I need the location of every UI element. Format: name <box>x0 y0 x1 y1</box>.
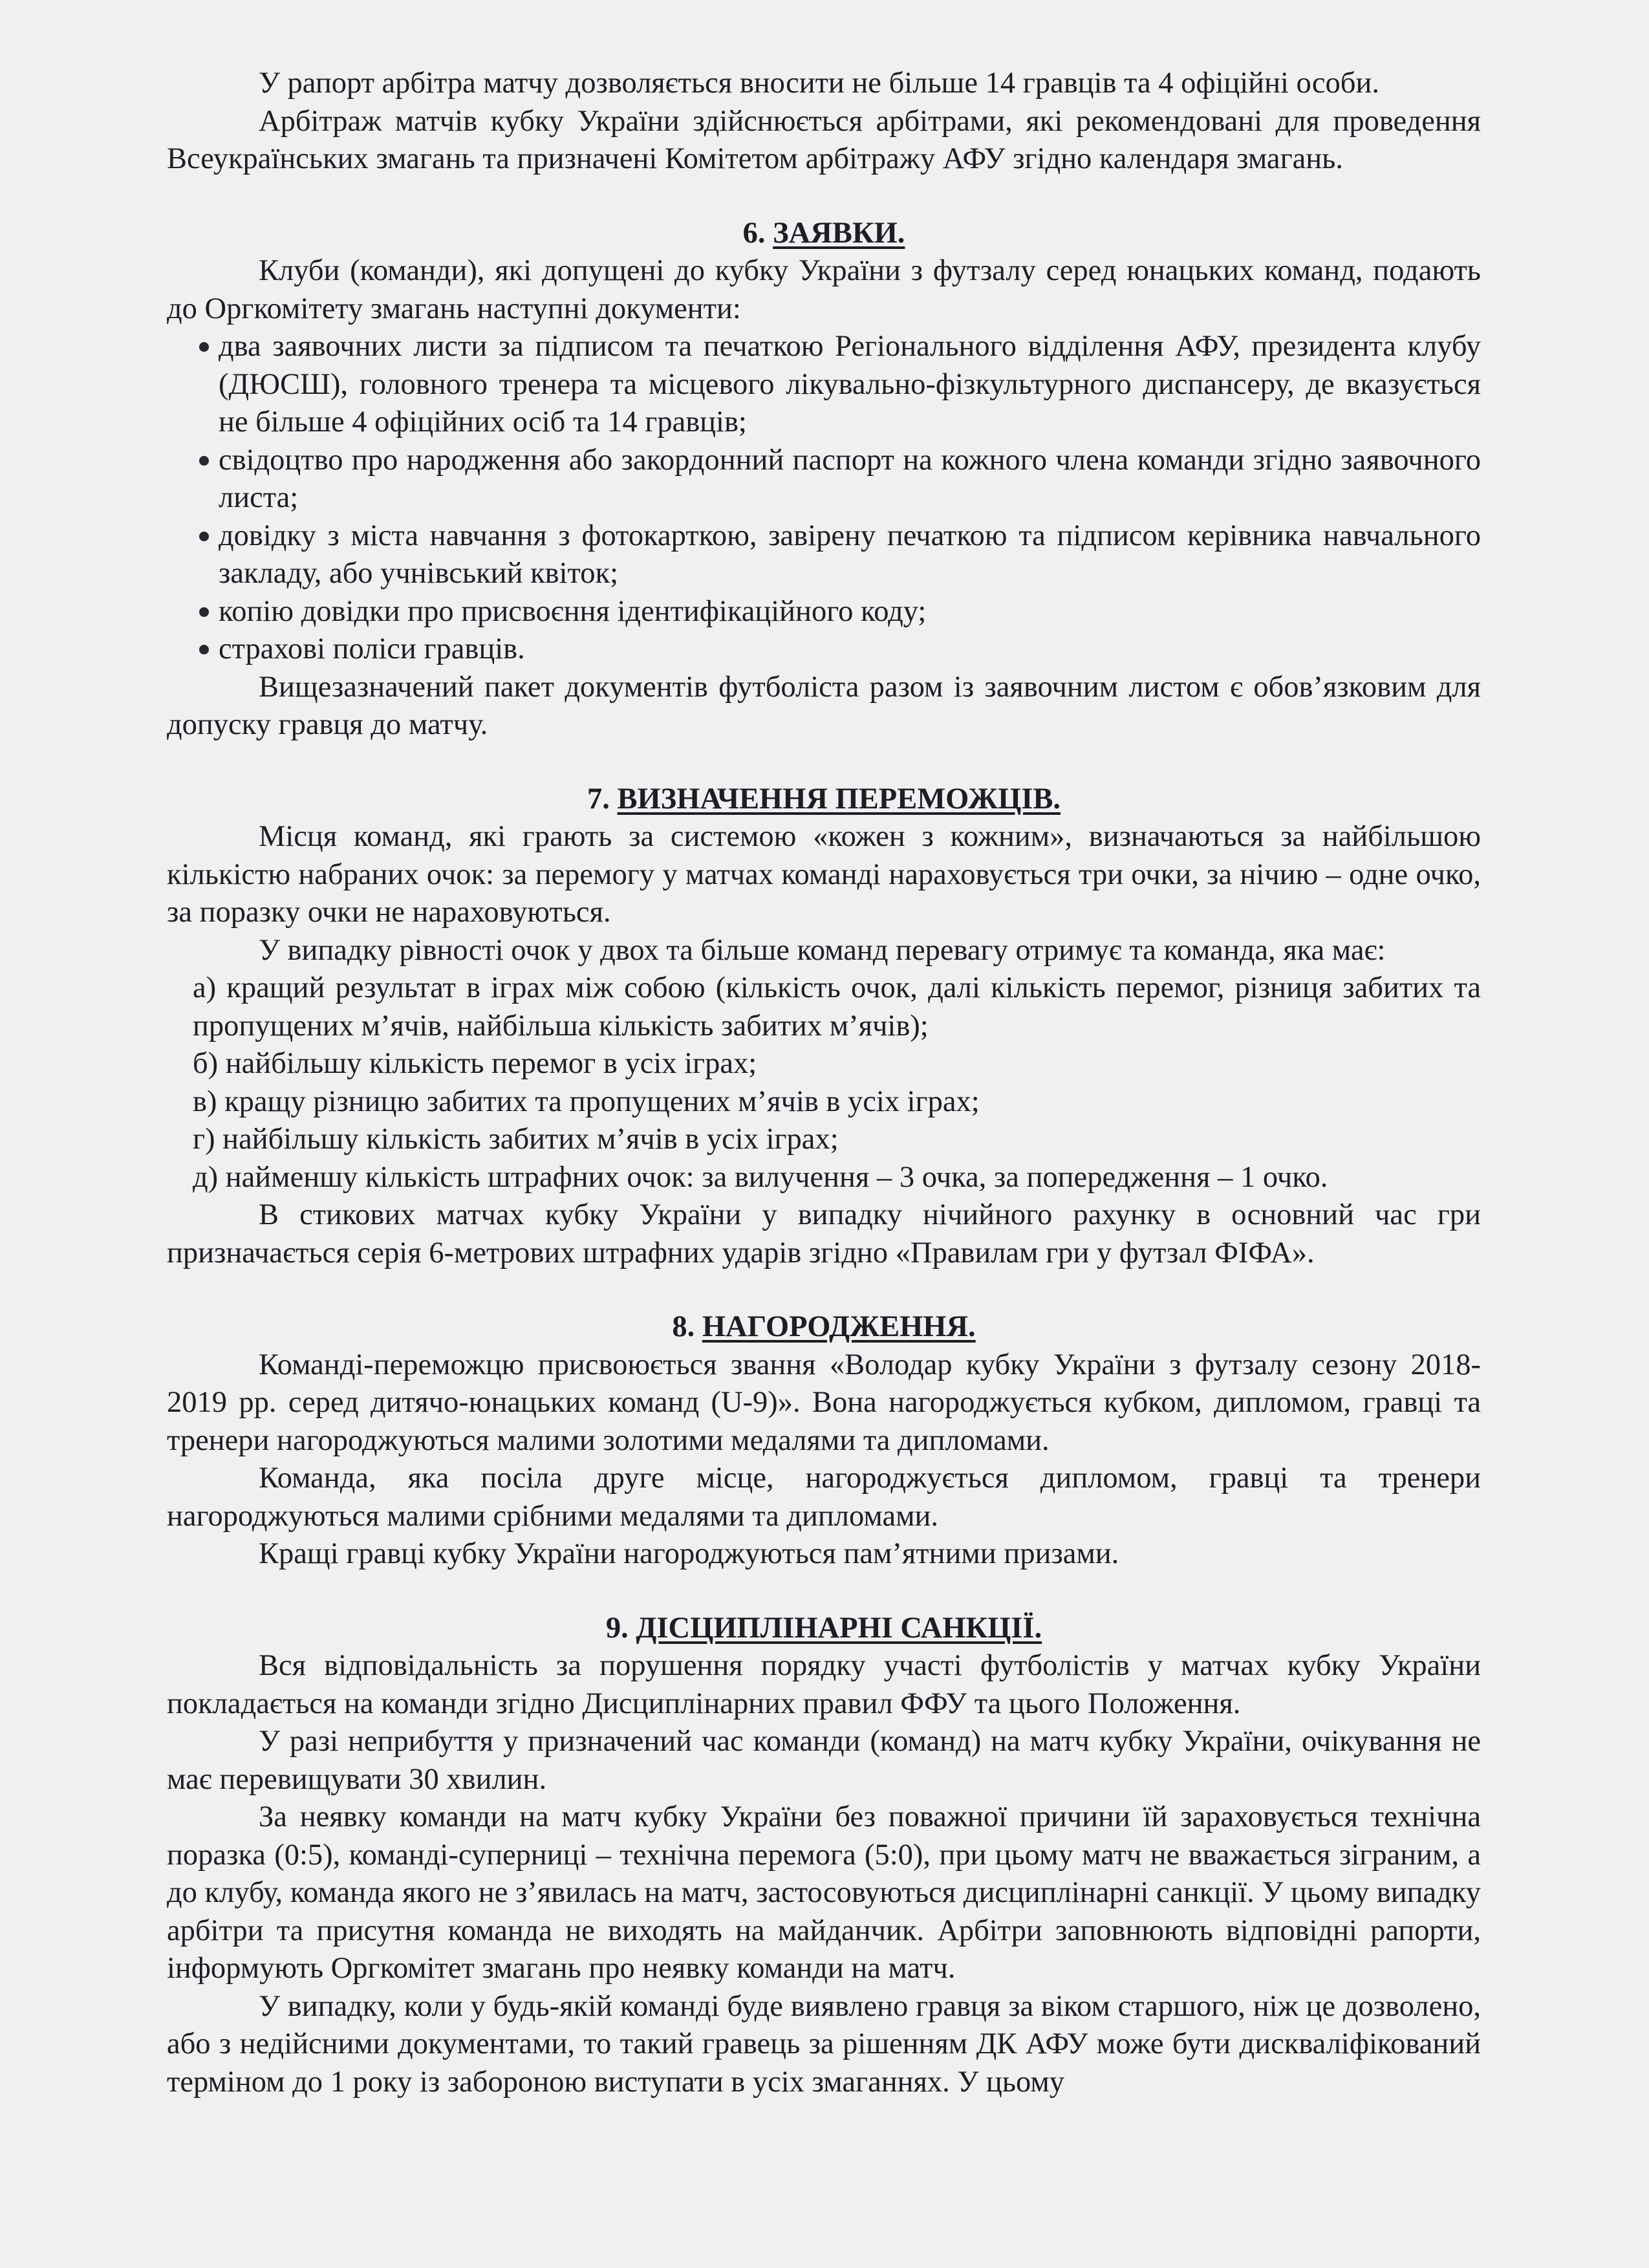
bullet-icon <box>199 456 209 466</box>
criteria-item: в) кращу різницю забитих та пропущених м’ячів в усіх іграх; <box>193 1085 980 1118</box>
bullet-icon <box>199 607 209 617</box>
spacer <box>167 1272 1481 1308</box>
section-title: ВИЗНАЧЕННЯ ПЕРЕМОЖЦІВ. <box>617 782 1061 815</box>
section-title: НАГОРОДЖЕННЯ. <box>702 1310 976 1343</box>
paragraph-referee-report: У рапорт арбітра матчу дозволяється вносити не більше 14 гравців та 4 офіційні особи. <box>259 67 1379 100</box>
spacer <box>167 178 1481 215</box>
spacer <box>167 744 1481 781</box>
criteria-item: а) кращий результат в іграх між собою (кількість очок, далі кількість перемог, різниця забитих та пропущених м’ячів, найбільша кількість забитих м’ячів); <box>193 971 1481 1042</box>
paragraph-tiebreak-lead: У випадку рівності очок у двох та більше команд перевагу отримує та команда, яка має: <box>259 933 1386 967</box>
list-item-text: копію довідки про присвоєння ідентифікаційного коду; <box>219 594 927 628</box>
list-item <box>219 593 1481 631</box>
paragraph-responsibility: Вся відповідальність за порушення порядку участі футболістів у матчах кубку України покладається на команди згідно Дисциплінарних правил ФФУ та цього Положення. <box>167 1649 1481 1720</box>
list-item <box>219 442 1481 517</box>
list-item-text: страхові поліси гравців. <box>219 632 525 665</box>
section-heading-8 <box>167 1308 1481 1346</box>
paragraph-second-place-award: Команда, яка посіла друге місце, нагороджується дипломом, гравці та тренери нагороджуються малими срібними медалями та дипломами. <box>167 1462 1481 1533</box>
criteria-item: д) найменшу кількість штрафних очок: за вилучення – 3 очка, за попередження – 1 очко. <box>193 1160 1328 1194</box>
paragraph-overage-player: У випадку, коли у будь-якій команді буде виявлено гравця за віком старшого, ніж це дозволено, або з недійсними документами, то такий гравець за рішенням ДК АФУ може бути дискваліфікований терміном до 1 року із забороною виступати в усіх змаганнях. У цьому <box>167 1989 1481 2099</box>
bullet-icon <box>199 342 209 352</box>
paragraph-refereeing: Арбітраж матчів кубку України здійснюється арбітрами, які рекомендовані для проведення Всеукраїнських змагань та призначені Комітетом арбітражу АФУ згідно календаря змагань. <box>167 104 1481 175</box>
paragraph-ranking: Місця команд, які грають за системою «кожен з кожним», визначаються за найбільшою кількістю набраних очок: за перемогу у матчах команді нараховується три очки, за нічию – одне очко, за поразку очки не нараховуються. <box>167 820 1481 929</box>
paragraph-playoff: В стикових матчах кубку України у випадку нічийного рахунку в основний час гри призначається серія 6-метрових штрафних ударів згідно «Правилам гри у футзал ФІФА». <box>167 1198 1481 1269</box>
list-item <box>219 631 1481 669</box>
section-heading-9 <box>167 1610 1481 1648</box>
list-item-text: два заявочних листи за підписом та печаткою Регіонального відділення АФУ, президента клубу (ДЮСШ), головного тренера та місцевого лікувально-фізкультурного диспансеру, де вказується не більше 4 офіційних осіб та 14 гравців; <box>219 330 1481 438</box>
criteria-item: г) найбільшу кількість забитих м’ячів в усіх іграх; <box>193 1123 839 1156</box>
paragraph-applications-closing: Вищезазначений пакет документів футболіста разом із заявочним листом є обов’язковим для допуску гравця до матчу. <box>167 670 1481 741</box>
criteria-item: б) найбільшу кількість перемог в усіх іграх; <box>193 1047 757 1080</box>
list-item <box>219 328 1481 442</box>
paragraph-winner-award: Команді-переможцю присвоюється звання «Володар кубку України з футзалу сезону 2018-2019 рр. серед дитячо-юнацьких команд (U-9)». Вона нагороджується кубком, дипломом, гравці та тренери нагороджуються малими золотими медалями та дипломами. <box>167 1348 1481 1457</box>
list-item-text: свідоцтво про народження або закордонний паспорт на кожного члена команди згідно заявочного листа; <box>219 443 1481 514</box>
paragraph-late-arrival: У разі неприбуття у призначений час команди (команд) на матч кубку України, очікування не має перевищувати 30 хвилин. <box>167 1725 1481 1796</box>
paragraph-applications-lead: Клуби (команди), які допущені до кубку України з футзалу серед юнацьких команд, подають до Оргкомітету змагань наступні документи: <box>167 254 1481 325</box>
section-number: 6. <box>742 216 766 250</box>
section-title: ДІСЦИПЛІНАРНІ САНКЦІЇ. <box>636 1611 1042 1645</box>
list-item <box>219 517 1481 593</box>
list-item-text: довідку з міста навчання з фотокарткою, завірену печаткою та підписом керівника навчального закладу, або учнівський квіток; <box>219 519 1481 590</box>
section-number: 9. <box>605 1611 629 1645</box>
section-number: 7. <box>587 782 610 815</box>
spacer <box>167 1573 1481 1610</box>
section-heading-6 <box>167 215 1481 253</box>
documents-list <box>167 328 1481 669</box>
paragraph-no-show: За неявку команди на матч кубку України без поважної причини їй зараховується технічна поразка (0:5), команді-суперниці – технічна перемога (5:0), при цьому матч не вважається зіграним, а до клубу, команда якого не з’явилась на матч, застосовуються дисциплінарні санкції. У цьому випадку арбітри та присутня команда не виходять на майданчик. Арбітри заповнюють відповідні рапорти, інформують Оргкомітет змагань про неявку команди на матч. <box>167 1800 1481 1985</box>
document-page <box>167 65 1481 2101</box>
section-title: ЗАЯВКИ. <box>773 216 905 250</box>
section-number: 8. <box>672 1310 695 1343</box>
tiebreak-criteria-list <box>167 969 1481 1196</box>
section-heading-7 <box>167 781 1481 819</box>
paragraph-best-players-award: Кращі гравці кубку України нагороджуються пам’ятними призами. <box>259 1537 1119 1570</box>
bullet-icon <box>199 645 209 654</box>
bullet-icon <box>199 532 209 541</box>
